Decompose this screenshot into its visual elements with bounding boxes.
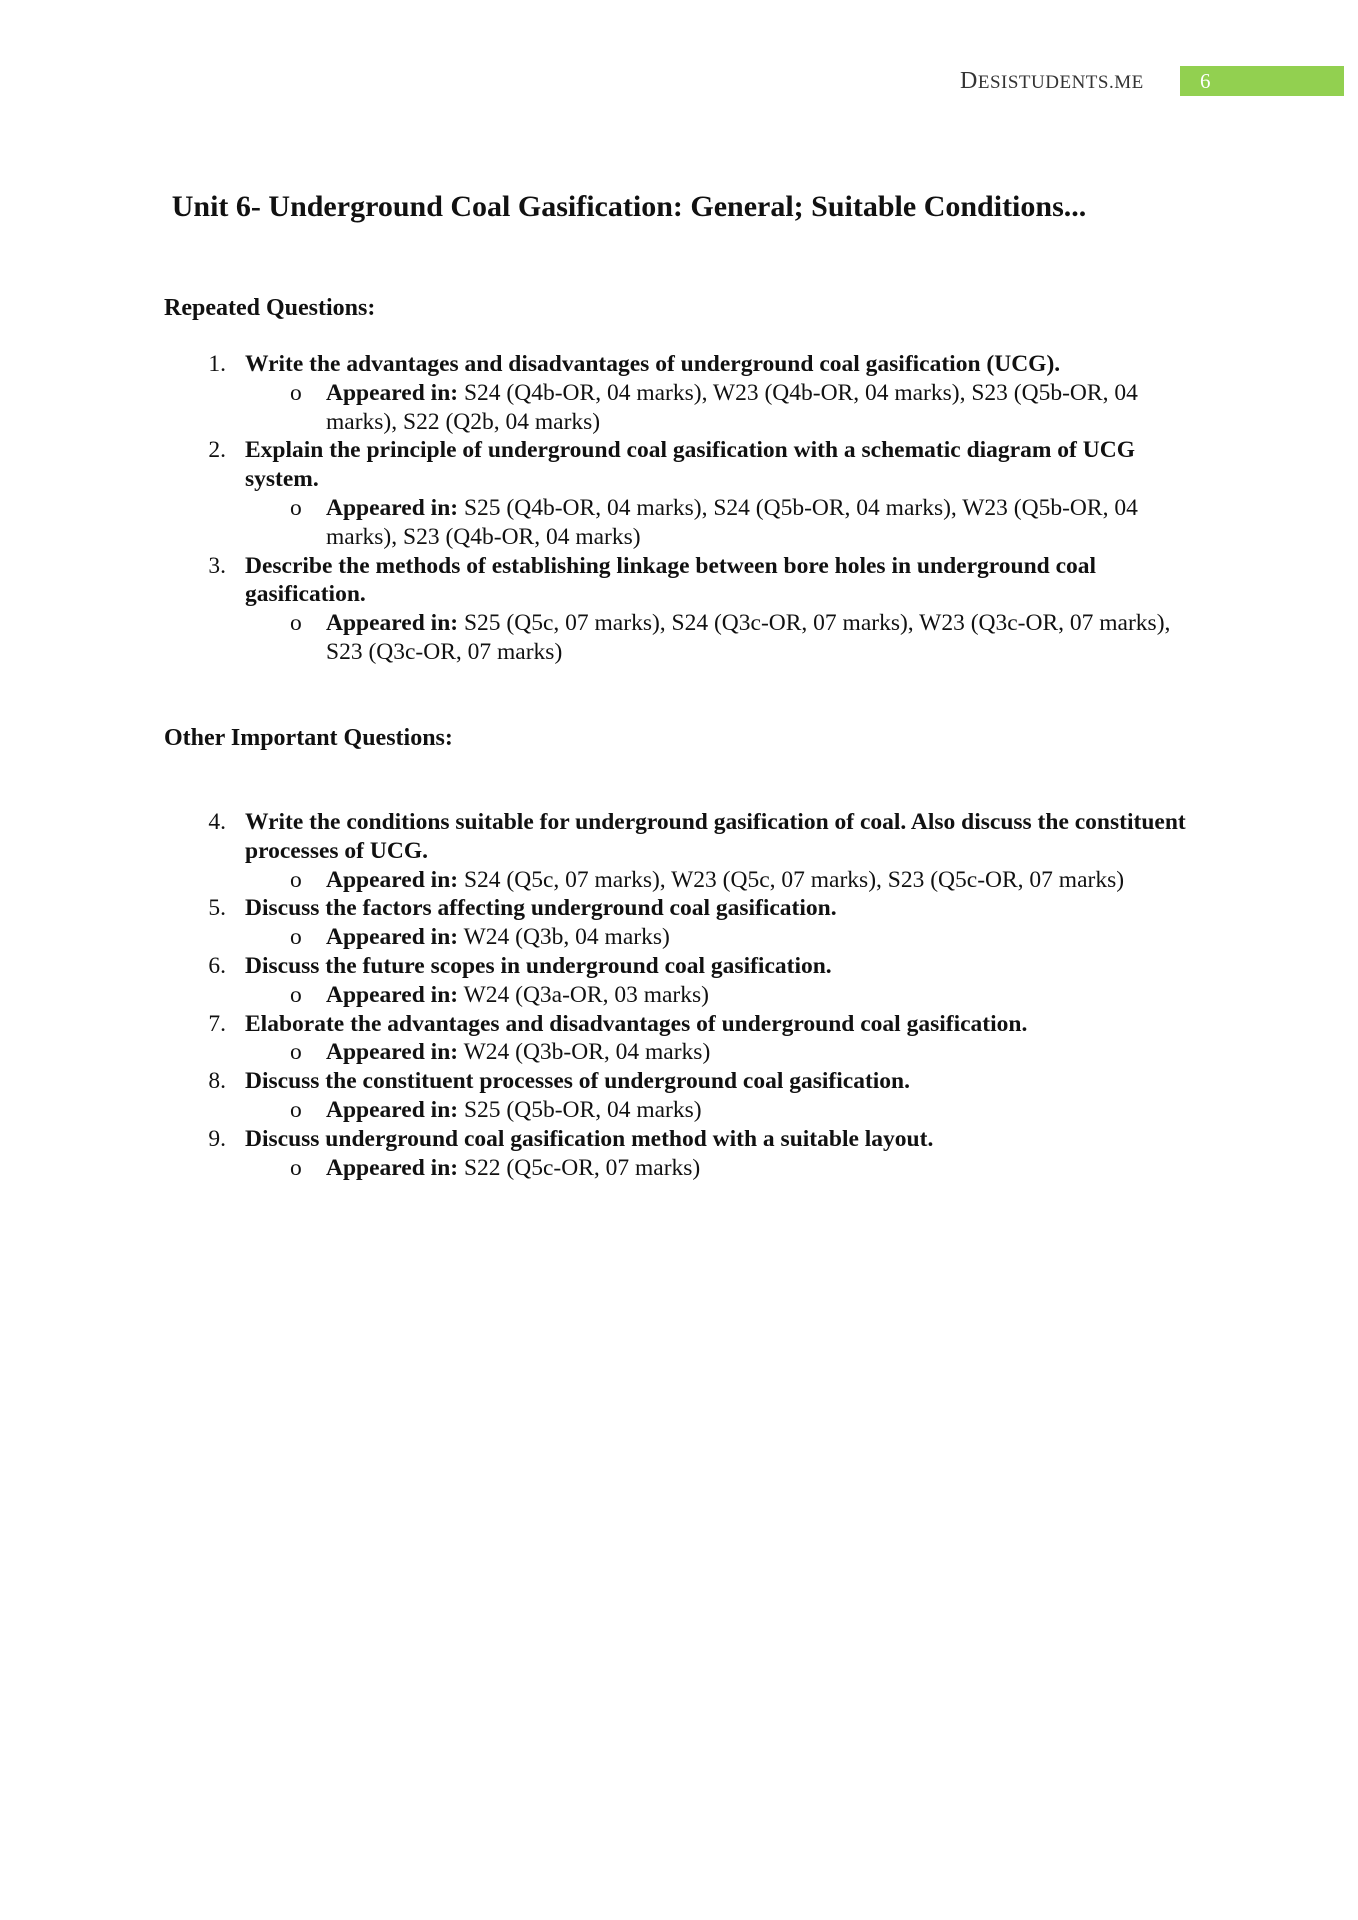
appeared-in-line xyxy=(326,923,1204,952)
circle-bullet-icon: o xyxy=(290,981,302,1008)
circle-bullet-icon: o xyxy=(290,1096,302,1123)
circle-bullet-icon: o xyxy=(290,379,302,406)
circle-bullet-icon: o xyxy=(290,866,302,893)
circle-bullet-icon: o xyxy=(290,1039,302,1066)
question-number: 9. xyxy=(208,1125,226,1152)
question-number: 7. xyxy=(208,1010,226,1037)
question-item xyxy=(164,436,1204,551)
question-text: Discuss the future scopes in underground coal gasification. xyxy=(245,952,832,979)
appeared-in-label: Appeared in: xyxy=(326,494,459,521)
appeared-in-label: Appeared in: xyxy=(326,981,459,1008)
appeared-in-line xyxy=(326,866,1204,895)
question-item xyxy=(164,350,1204,436)
question-item xyxy=(164,1125,1204,1183)
appeared-in-details: S25 (Q5b-OR, 04 marks) xyxy=(463,1096,702,1123)
repeated-questions-list xyxy=(164,350,1204,667)
circle-bullet-icon: o xyxy=(290,1154,302,1181)
question-text: Describe the methods of establishing linkage between bore holes in underground coal gasification. xyxy=(245,552,1097,608)
question-number: 8. xyxy=(208,1068,226,1095)
question-item xyxy=(164,1010,1204,1068)
question-item xyxy=(164,552,1204,667)
circle-bullet-icon: o xyxy=(290,610,302,637)
page-header xyxy=(960,66,1158,96)
appeared-in-details: W24 (Q3b, 04 marks) xyxy=(463,924,670,951)
appeared-in-details: S24 (Q4b-OR, 04 marks), W23 (Q4b-OR, 04 marks), S23 (Q5b-OR, 04 marks), S22 (Q2b, 04 marks) xyxy=(326,379,1138,435)
question-text: Discuss the factors affecting underground coal gasification. xyxy=(245,895,837,922)
appeared-in-details: W24 (Q3b-OR, 04 marks) xyxy=(463,1039,711,1066)
question-text: Explain the principle of underground coal gasification with a schematic diagram of UCG system. xyxy=(245,437,1135,493)
appeared-in-label: Appeared in: xyxy=(326,1039,459,1066)
repeated-questions-heading: Repeated Questions: xyxy=(164,295,376,321)
question-text: Discuss underground coal gasification method with a suitable layout. xyxy=(245,1125,934,1152)
question-text: Write the conditions suitable for underground gasification of coal. Also discuss the constituent processes of UCG. xyxy=(245,809,1186,864)
appeared-in-label: Appeared in: xyxy=(326,866,459,893)
appeared-in-label: Appeared in: xyxy=(326,379,459,406)
question-number: 5. xyxy=(208,895,226,922)
appeared-in-line xyxy=(326,1096,1204,1125)
question-item xyxy=(164,952,1204,1010)
site-name xyxy=(960,68,1144,95)
appeared-in-line xyxy=(326,1038,1204,1067)
appeared-in-details: S24 (Q5c, 07 marks), W23 (Q5c, 07 marks), S23 (Q5c-OR, 07 marks) xyxy=(463,866,1125,893)
page-number: 6 xyxy=(1200,69,1211,93)
appeared-in-line xyxy=(326,1154,1204,1183)
appeared-in-details: S25 (Q4b-OR, 04 marks), S24 (Q5b-OR, 04 marks), W23 (Q5b-OR, 04 marks), S23 (Q4b-OR, 04 marks) xyxy=(326,494,1138,550)
appeared-in-details: S25 (Q5c, 07 marks), S24 (Q3c-OR, 07 marks), W23 (Q3c-OR, 07 marks), S23 (Q3c-OR, 07 marks) xyxy=(326,610,1171,665)
appeared-in-line xyxy=(326,494,1204,552)
appeared-in-details: S22 (Q5c-OR, 07 marks) xyxy=(463,1154,701,1181)
circle-bullet-icon: o xyxy=(290,924,302,951)
page-title: Unit 6- Underground Coal Gasification: General; Suitable Conditions... xyxy=(171,190,1087,223)
appeared-in-label: Appeared in: xyxy=(326,924,459,951)
appeared-in-line xyxy=(326,379,1204,437)
question-text: Elaborate the advantages and disadvantages of underground coal gasification. xyxy=(245,1010,1028,1037)
question-text: Write the advantages and disadvantages of underground coal gasification (UCG). xyxy=(245,351,1061,377)
question-number: 2. xyxy=(208,437,226,464)
site-name-initial: D xyxy=(960,67,978,94)
appeared-in-line xyxy=(326,609,1204,667)
site-name-rest: ESISTUDENTS.ME xyxy=(977,71,1144,93)
appeared-in-label: Appeared in: xyxy=(326,1154,459,1181)
question-text: Discuss the constituent processes of underground coal gasification. xyxy=(245,1068,910,1095)
appeared-in-details: W24 (Q3a-OR, 03 marks) xyxy=(463,981,709,1008)
circle-bullet-icon: o xyxy=(290,494,302,521)
question-item xyxy=(164,894,1204,952)
question-number: 3. xyxy=(208,552,226,579)
appeared-in-line xyxy=(326,981,1204,1010)
question-item xyxy=(164,1067,1204,1125)
appeared-in-label: Appeared in: xyxy=(326,610,459,637)
question-number: 4. xyxy=(208,809,226,835)
other-questions-list xyxy=(164,808,1204,1182)
question-item xyxy=(164,808,1204,894)
appeared-in-label: Appeared in: xyxy=(326,1096,459,1123)
question-number: 1. xyxy=(208,351,226,377)
question-number: 6. xyxy=(208,952,226,979)
other-questions-heading: Other Important Questions: xyxy=(164,725,453,751)
page-number-box xyxy=(1180,66,1344,96)
